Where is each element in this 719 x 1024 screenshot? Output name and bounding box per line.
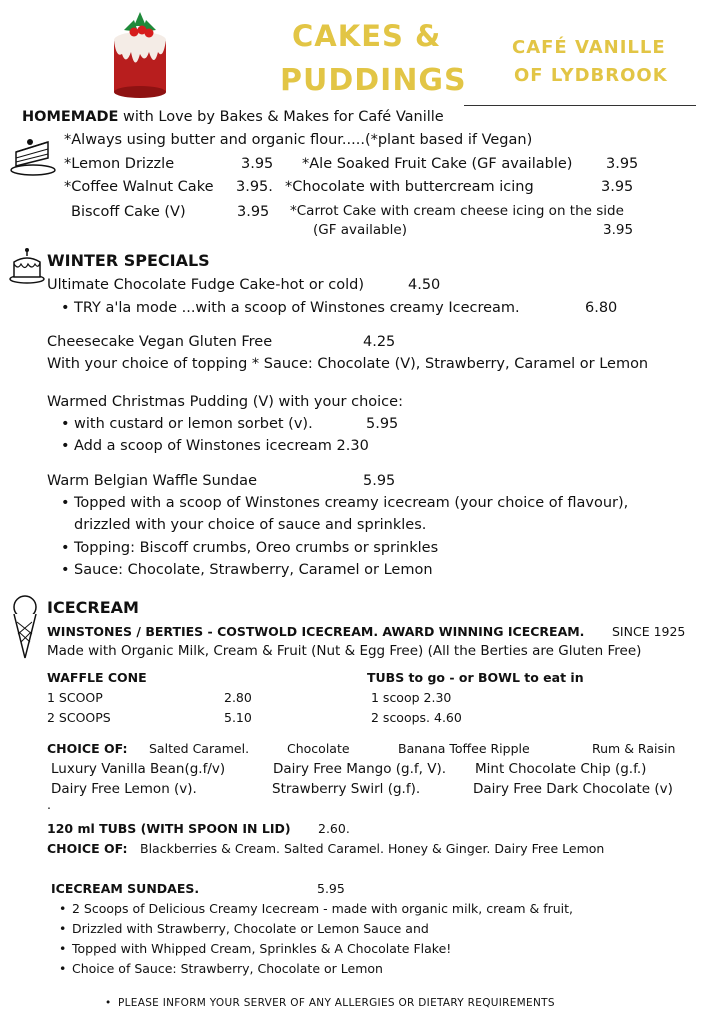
choice-label: CHOICE OF: — [47, 741, 128, 756]
menu-item-price: 3.95 — [603, 222, 634, 238]
flavour-item: Banana Toffee Ripple — [398, 741, 530, 756]
christmas-cake-icon — [104, 6, 176, 106]
list-item: • Topped with Whipped Cream, Sprinkles & A Chocolate Flake! — [72, 941, 451, 956]
list-item: • Choice of Sauce: Strawberry, Chocolate or Lemon — [72, 961, 383, 976]
menu-item-price: 3.95. — [236, 179, 273, 195]
table-cell: 1 SCOOP — [47, 690, 103, 705]
list-item: • Topped with a scoop of Winstones creamy icecream (your choice of flavour), — [74, 495, 628, 511]
table-cell: 5.10 — [224, 710, 252, 725]
homemade-label: HOMEMADE — [22, 109, 119, 125]
flavour-item: Dairy Free Dark Chocolate (v) — [473, 781, 673, 797]
homemade-intro — [22, 109, 444, 125]
tubs120-choice-label: CHOICE OF: — [47, 841, 128, 856]
homemade-note: *Always using butter and organic flour.....(*plant based if Vegan) — [64, 132, 533, 148]
page-title-line1: CAKES & — [292, 19, 442, 53]
icecream-brand-note: Made with Organic Milk, Cream & Fruit (Nut & Egg Free) (All the Berties are Gluten Free) — [47, 643, 642, 659]
list-item: • Topping: Biscoff crumbs, Oreo crumbs or sprinkles — [74, 540, 438, 556]
flavour-item: Luxury Vanilla Bean(g.f/v) — [51, 761, 226, 777]
menu-item-price: 3.95 — [237, 204, 270, 220]
icecream-brand: WINSTONES / BERTIES - COSTWOLD ICECREAM. AWARD WINNING ICECREAM. — [47, 624, 585, 639]
pudding-icon — [8, 246, 46, 284]
homemade-intro-text: with Love by Bakes & Makes for Café Vanille — [123, 109, 444, 125]
cafe-name-line1: CAFÉ VANILLE — [512, 37, 666, 58]
menu-item-price: 4.25 — [363, 334, 396, 350]
list-item: • Add a scoop of Winstones icecream 2.30 — [74, 438, 369, 454]
menu-item-note: With your choice of topping * Sauce: Chocolate (V), Strawberry, Caramel or Lemon — [47, 356, 649, 372]
tubs120-label: 120 ml TUBS (WITH SPOON IN LID) — [47, 821, 291, 836]
list-item: drizzled with your choice of sauce and sprinkles. — [74, 517, 427, 533]
menu-item-name: Warm Belgian Waffle Sundae — [47, 473, 257, 489]
allergy-notice: • PLEASE INFORM YOUR SERVER OF ANY ALLERGIES OR DIETARY REQUIREMENTS — [118, 997, 555, 1009]
menu-item-price: 3.95 — [606, 156, 639, 172]
flavour-item: Dairy Free Lemon (v). — [51, 781, 197, 797]
tubs-heading: TUBS to go - or BOWL to eat in — [367, 670, 584, 685]
menu-item-name: *Carrot Cake with cream cheese icing on the side — [290, 203, 624, 219]
flavour-item: Chocolate — [287, 741, 350, 756]
flavour-item: Dairy Free Mango (g.f, V). — [273, 761, 447, 777]
menu-item-name: *Chocolate with buttercream icing — [285, 179, 534, 195]
menu-item-note: (GF available) — [313, 222, 407, 238]
flavour-item: Mint Chocolate Chip (g.f.) — [475, 761, 647, 777]
icecream-heading: ICECREAM — [47, 598, 139, 617]
menu-item-price: 3.95 — [241, 156, 274, 172]
menu-item-name: Warmed Christmas Pudding (V) with your choice: — [47, 394, 403, 410]
icecream-since: SINCE 1925 — [612, 624, 686, 639]
menu-item-name: *Coffee Walnut Cake — [64, 179, 214, 195]
menu-item-price: 5.95 — [363, 473, 396, 489]
list-item: • 2 Scoops of Delicious Creamy Icecream - made with organic milk, cream & fruit, — [72, 901, 573, 916]
icecream-cone-icon — [10, 594, 40, 660]
cake-slice-icon — [8, 128, 58, 178]
sundaes-heading: ICECREAM SUNDAES. — [51, 881, 200, 896]
menu-item-price: 5.95 — [366, 416, 399, 432]
list-item: • Drizzled with Strawberry, Chocolate or Lemon Sauce and — [72, 921, 429, 936]
tubs120-price: 2.60. — [318, 821, 350, 836]
waffle-cone-heading: WAFFLE CONE — [47, 670, 147, 685]
header-divider — [464, 105, 696, 106]
list-item: • with custard or lemon sorbet (v). — [74, 416, 313, 432]
menu-item-name: Cheesecake Vegan Gluten Free — [47, 334, 273, 350]
list-item: • TRY a'la mode ...with a scoop of Winstones creamy Icecream. — [74, 300, 520, 316]
table-cell: 1 scoop 2.30 — [371, 690, 452, 705]
menu-item-name: *Lemon Drizzle — [64, 156, 175, 172]
menu-item-price: 3.95 — [601, 179, 634, 195]
winter-specials-heading: WINTER SPECIALS — [47, 251, 210, 270]
stray-dot: . — [47, 797, 51, 812]
menu-item-name: *Ale Soaked Fruit Cake (GF available) — [302, 156, 573, 172]
table-cell: 2 SCOOPS — [47, 710, 111, 725]
table-cell: 2 scoops. 4.60 — [371, 710, 462, 725]
menu-item-name: Ultimate Chocolate Fudge Cake-hot or cold) — [47, 277, 364, 293]
menu-item-price: 4.50 — [408, 277, 441, 293]
page-title-line2: PUDDINGS — [280, 63, 467, 98]
cafe-name-line2: OF LYDBROOK — [514, 65, 668, 86]
flavour-item: Salted Caramel. — [149, 741, 250, 756]
list-item: • Sauce: Chocolate, Strawberry, Caramel or Lemon — [74, 562, 433, 578]
flavour-item: Strawberry Swirl (g.f). — [272, 781, 421, 797]
tubs120-flavours: Blackberries & Cream. Salted Caramel. Honey & Ginger. Dairy Free Lemon — [140, 841, 605, 856]
flavour-item: Rum & Raisin — [592, 741, 676, 756]
sundaes-price: 5.95 — [317, 881, 345, 896]
menu-item-price: 6.80 — [585, 300, 618, 316]
table-cell: 2.80 — [224, 690, 252, 705]
menu-item-name: Biscoff Cake (V) — [71, 204, 186, 220]
